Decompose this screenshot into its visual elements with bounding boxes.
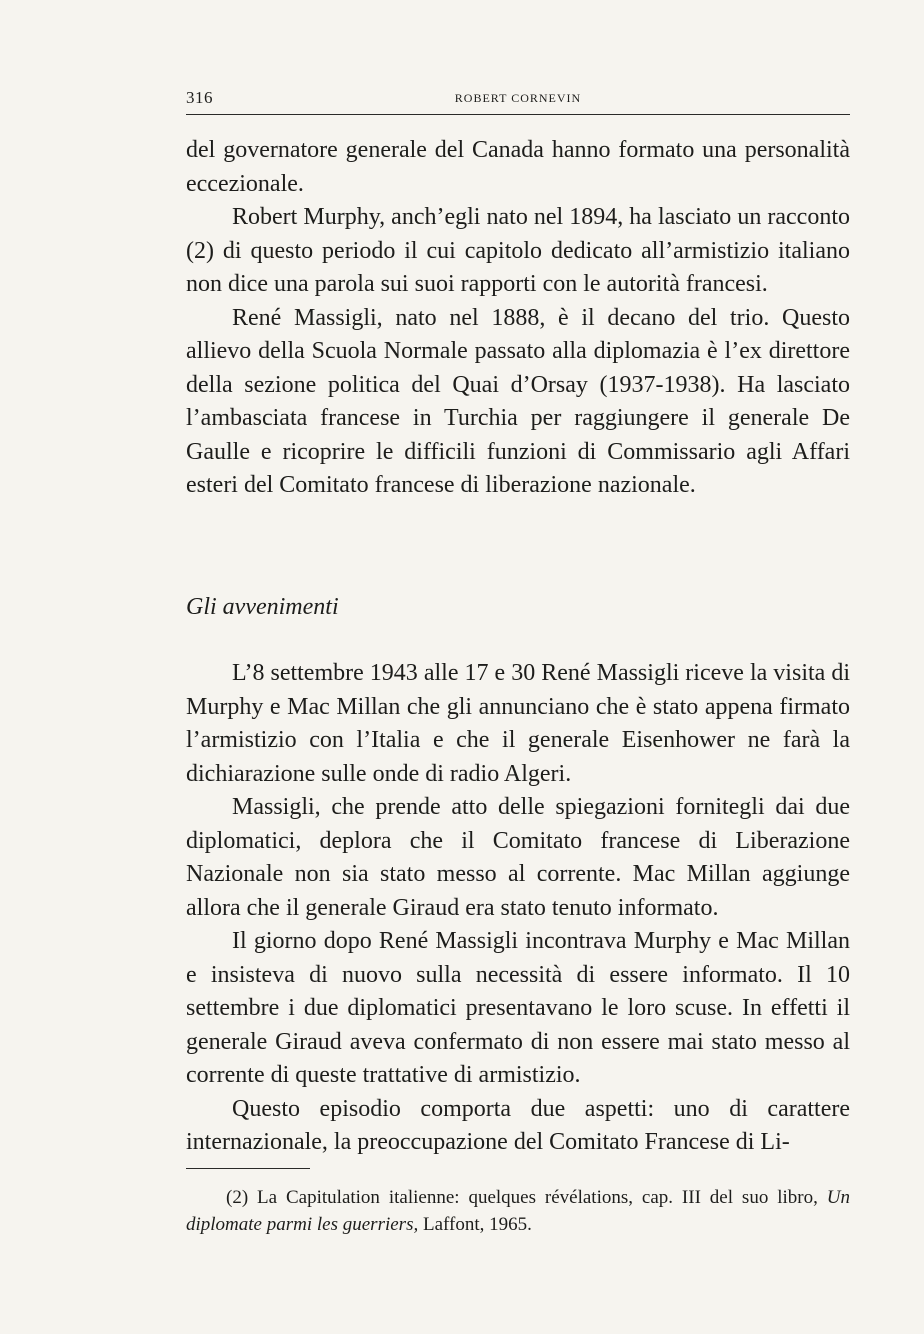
paragraph-massigli: René Massigli, nato nel 1888, è il decano del trio. Questo allievo della Scuola Normale passato alla diplomazia è l’ex direttore della sezione politica del Quai d’Orsay (1937-1938). Ha lasciato l’ambasciata francese in Turchia per raggiungere il generale De Gaulle e ricoprire le difficili funzioni di Commissario agli Affari esteri del Comitato francese di liberazione nazionale.	[186, 304, 850, 498]
section-title: Gli avvenimenti	[186, 594, 339, 620]
footnote-book-title: Un diplomate parmi les guerriers,	[186, 1187, 850, 1235]
paragraph-episodio: Questo episodio comporta due aspetti: uno di carattere internazionale, la preoccupazione del Comitato Francese di Li-	[186, 1095, 850, 1155]
page-number: 316	[186, 88, 213, 107]
body-text	[186, 134, 850, 503]
running-head	[186, 88, 850, 115]
paragraph-massigli-deplora: Massigli, che prende atto delle spiegazioni fornitegli dai due diplomatici, deplora che il Comitato francese di Liberazione Nazionale non sia stato messo al corrente. Mac Millan aggiunge allora che il generale Giraud era stato tenuto informato.	[186, 794, 850, 921]
section-body	[186, 657, 850, 1160]
running-title: ROBERT CORNEVIN	[454, 91, 582, 105]
footnote	[186, 1184, 850, 1238]
footnote-text-after: Laffont, 1965.	[418, 1214, 532, 1235]
paragraph-continuation: del governatore generale del Canada hanno formato una personalità eccezionale.	[186, 137, 850, 197]
paragraph-giorno-dopo: Il giorno dopo René Massigli incontrava Murphy e Mac Millan e insisteva di nuovo sulla necessità di essere informato. Il 10 settembre i due diplomatici presentavano le loro scuse. In effetti il generale Giraud aveva confermato di non essere mai stato messo al corrente di queste trattative di armistizio.	[186, 928, 850, 1088]
paragraph-murphy: Robert Murphy, anch’egli nato nel 1894, ha lasciato un racconto (2) di questo periodo il cui capitolo dedicato all’armistizio italiano non dice una parola sui suoi rapporti con le autorità francesi.	[186, 204, 850, 297]
footnote-text-before: (2) La Capitulation italienne: quelques révélations, cap. III del suo libro,	[226, 1187, 827, 1208]
footnote-rule	[186, 1168, 310, 1169]
paragraph-8-settembre: L’8 settembre 1943 alle 17 e 30 René Massigli riceve la visita di Murphy e Mac Millan che gli annunciano che è stato appena firmato l’armistizio con l’Italia e che il generale Eisenhower ne farà la dichiarazione sulle onde di radio Algeri.	[186, 660, 850, 787]
